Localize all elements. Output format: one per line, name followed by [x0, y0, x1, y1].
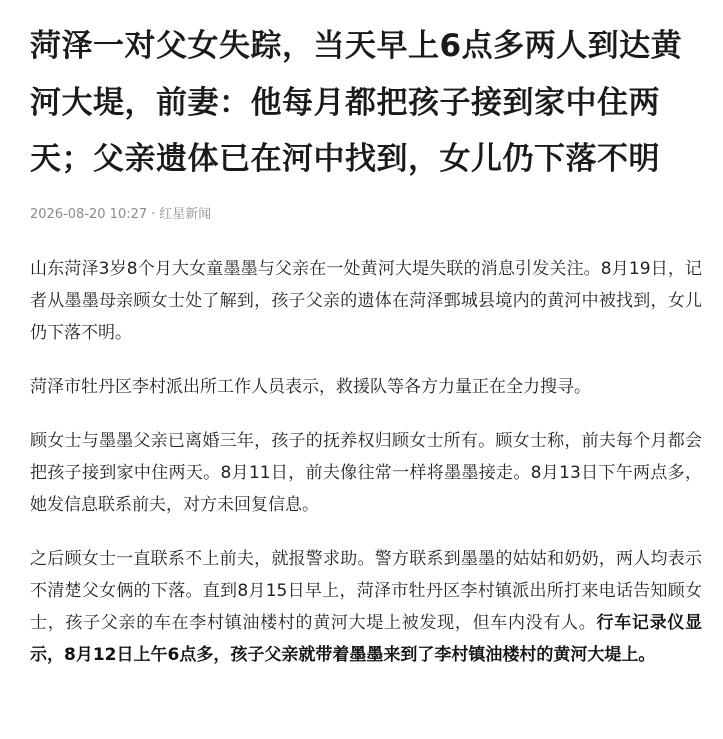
publish-timestamp: 2026-08-20 10:27: [30, 206, 148, 222]
paragraph: 菏泽市牡丹区李村派出所工作人员表示，救援队等各方力量正在全力搜寻。: [30, 376, 591, 397]
meta-separator: ·: [151, 206, 156, 222]
article-body: [30, 253, 702, 671]
source-name: 红星新闻: [159, 206, 212, 222]
highlighted-text: 行车记录仪显示，8月12日上午6点多，孩子父亲就带着墨墨来到了李村镇油楼村的黄河大堤上。: [30, 612, 703, 665]
paragraph: [30, 543, 702, 671]
paragraph: 山东菏泽3岁8个月大女童墨墨与父亲在一处黄河大堤失联的消息引发关注。8月19日，记者从墨墨母亲顾女士处了解到，孩子父亲的遗体在菏泽鄄城县境内的黄河中被找到，女儿仍下落不明。: [30, 258, 702, 343]
paragraph-text: 之后顾女士一直联系不上前夫，就报警求助。警方联系到墨墨的姑姑和奶奶，两人均表示不清楚父女俩的下落。直到8月15日早上，菏泽市牡丹区李村镇派出所打来电话告知顾女士，孩子父亲的车在李村镇油楼村的黄河大堤上被发现，但车内没有人。: [30, 548, 702, 633]
article: [30, 18, 702, 693]
paragraph: 顾女士与墨墨父亲已离婚三年，孩子的抚养权归顾女士所有。顾女士称，前夫每个月都会把孩子接到家中住两天。8月11日，前夫像往常一样将墨墨接走。8月13日下午两点多，她发信息联系前夫，对方未回复信息。: [30, 430, 702, 515]
article-title: 菏泽一对父女失踪，当天早上6点多两人到达黄河大堤，前妻：他每月都把孩子接到家中住两天；父亲遗体已在河中找到，女儿仍下落不明: [30, 28, 683, 177]
article-meta: [30, 206, 702, 224]
